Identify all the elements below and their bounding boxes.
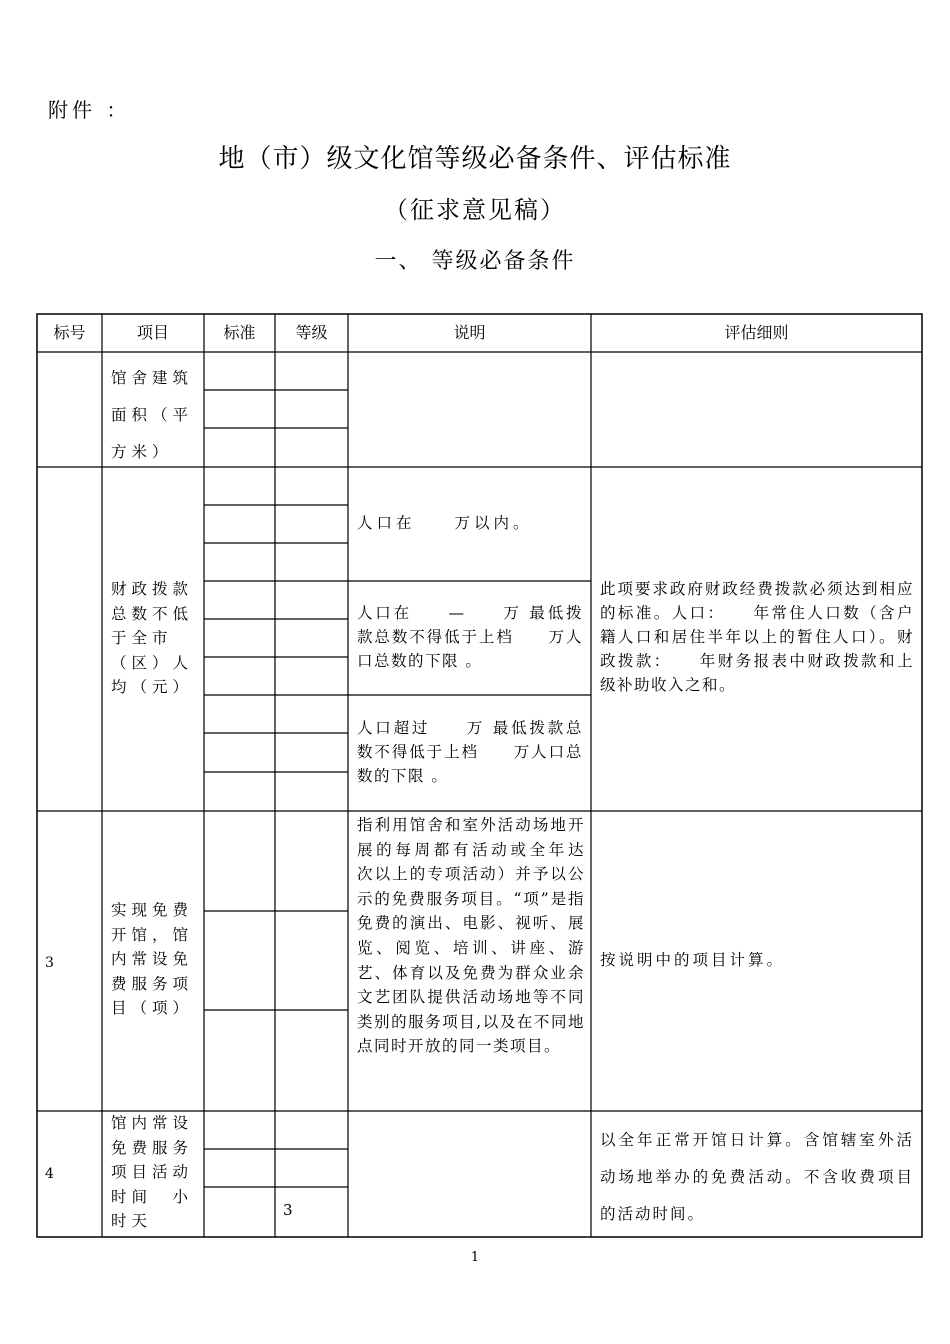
document-subtitle: （征求意见稿） [384,196,566,224]
header-grade: 等级 [295,323,328,342]
header-number: 标号 [53,323,86,342]
row1-item: 馆舍建筑面积（平方米） [111,369,194,461]
row4-number: 4 [45,1166,54,1182]
page-number: 1 [470,1250,480,1265]
header-standard: 标准 [223,323,256,342]
row2-item: 财政拨款总数不低于全市（区）人均（元） [111,580,194,696]
row3-number: 3 [45,955,54,971]
row4-evaluation-rule: 以全年正常开馆日计算。含馆辖室外活动场地举办的免费活动。不含收费项目的活动时间。 [600,1131,914,1223]
row3-evaluation-rule: 按说明中的项目计算。 [600,951,786,969]
row2-description-2: 人口在 — 万 最低拨款总数不得低于上档 万人口总数的下限 。 [357,604,583,670]
row4-item: 馆内常设免费服务项目活动时间 小时天 [111,1114,194,1230]
header-item: 项目 [136,323,169,342]
row2-evaluation-rule: 此项要求政府财政经费拨款必须达到相应的标准。人口： 年常住人口数（含户籍人口和居住半年以上的暂住人口）。财政拨款： 年财务报表中财政拨款和上级补助收入之和。 [600,580,914,694]
row3-description: 指利用馆舍和室外活动场地开展的每周都有活动或全年达 次以上的专项活动）并予以公示的免费服务项目。“项”是指免费的演出、电影、视听、展览、阅览、培训、讲座、游艺、体育以及免费为群众业余文艺团队提供活动场地等不同类别的服务项目,以及在不同地点同时开放的同一类项目。 [357,816,620,1056]
row2-description-3: 人口超过 万 最低拨款总数不得低于上档 万人口总数的下限 。 [357,719,583,785]
attachment-label: 附件 ： [48,98,131,122]
row3-item: 实现免费开馆，馆内常设免费服务项目（项） [111,901,194,1017]
header-description: 说明 [453,323,486,342]
row2-description-1: 人口在 万以内。 [357,514,533,532]
header-evaluation-rule: 评估细则 [724,323,789,342]
section-heading: 一、 等级必备条件 [374,249,576,274]
document-title: 地（市）级文化馆等级必备条件、评估标准 [218,144,732,174]
row4-grade-value: 3 [283,1201,293,1219]
